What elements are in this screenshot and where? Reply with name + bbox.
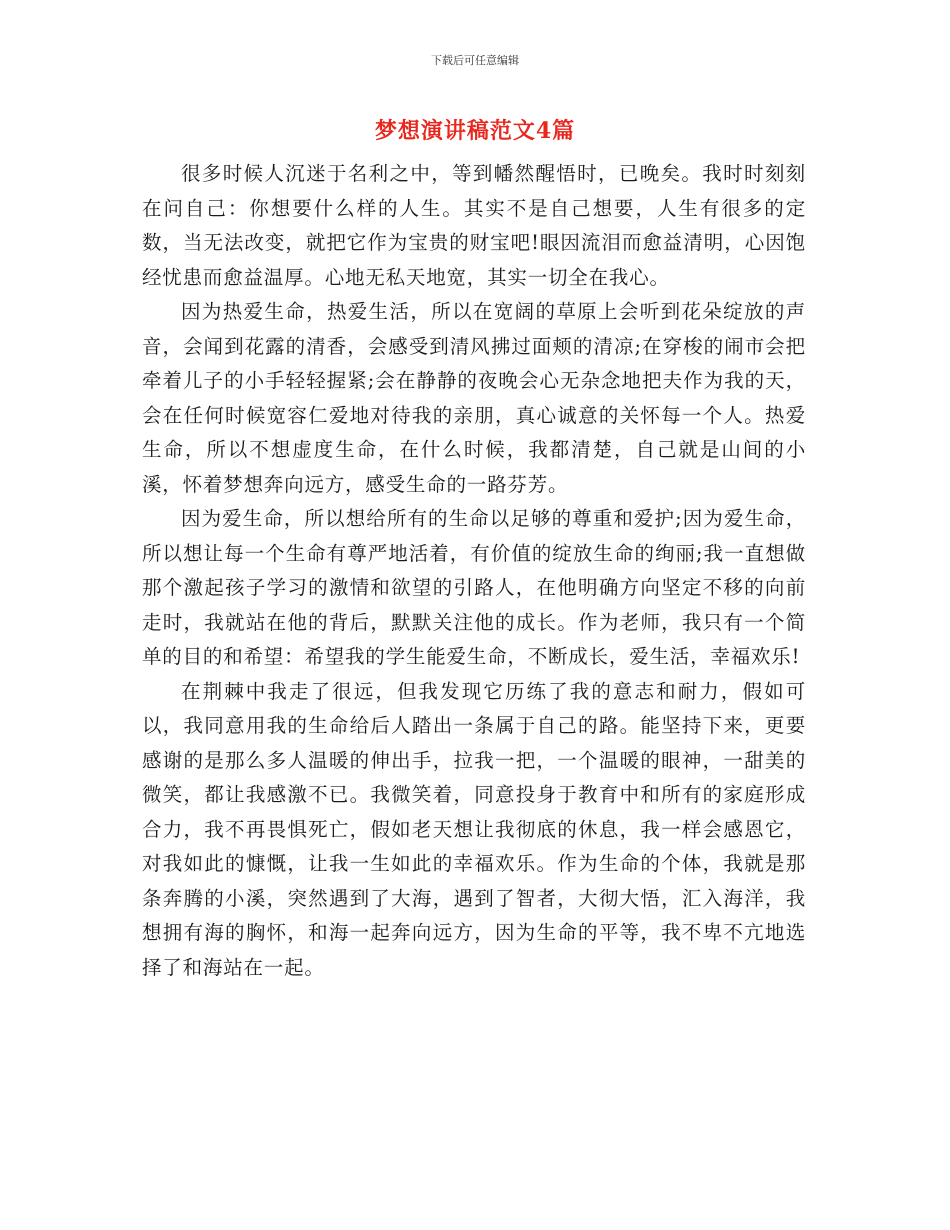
paragraph-2: 因为热爱生命，热爱生活，所以在宽阔的草原上会听到花朵绽放的声音，会闻到花露的清香，会感受到清风拂过面颊的清凉;在穿梭的闹市会把牵着儿子的小手轻轻握紧;会在静静的夜晚会心无杂念地把夫作为我的天，会在任何时候宽容仁爱地对待我的亲朋，真心诚意的关怀每一个人。热爱生命，所以不想虚度生命，在什么时候，我都清楚，自己就是山间的小溪，怀着梦想奔向远方，感受生命的一路芬芳。: [142, 300, 806, 496]
document-body: [142, 157, 806, 985]
paragraph-4: 在荆棘中我走了很远，但我发现它历练了我的意志和耐力，假如可以，我同意用我的生命给后人踏出一条属于自己的路。能坚持下来，更要感谢的是那么多人温暖的伸出手，拉我一把，一个温暖的眼神，一甜美的微笑，都让我感激不已。我微笑着，同意投身于教育中和所有的家庭形成合力，我不再畏惧死亡，假如老天想让我彻底的休息，我一样会感恩它，对我如此的慷慨，让我一生如此的幸福欢乐。作为生命的个体，我就是那条奔腾的小溪，突然遇到了大海，遇到了智者，大彻大悟，汇入海洋，我想拥有海的胸怀，和海一起奔向远方，因为生命的平等，我不卑不亢地选择了和海站在一起。: [142, 679, 806, 979]
paragraph-1: 很多时候人沉迷于名利之中，等到幡然醒悟时，已晚矣。我时时刻刻在问自己：你想要什么样的人生。其实不是自己想要，人生有很多的定数，当无法改变，就把它作为宝贵的财宝吧!眼因流泪而愈益清明，心因饱经忧患而愈益温厚。心地无私天地宽，其实一切全在我心。: [142, 162, 806, 289]
paragraph-3: 因为爱生命，所以想给所有的生命以足够的尊重和爱护;因为爱生命，所以想让每一个生命有尊严地活着，有价值的绽放生命的绚丽;我一直想做那个激起孩子学习的激情和欲望的引路人，在他明确方向坚定不移的向前走时，我就站在他的背后，默默关注他的成长。作为老师，我只有一个简单的目的和希望：希望我的学生能爱生命，不断成长，爱生活，幸福欢乐!: [142, 507, 806, 668]
document-title: 梦想演讲稿范文4篇: [374, 118, 576, 144]
page-header-note: 下载后可任意编辑: [431, 54, 519, 67]
